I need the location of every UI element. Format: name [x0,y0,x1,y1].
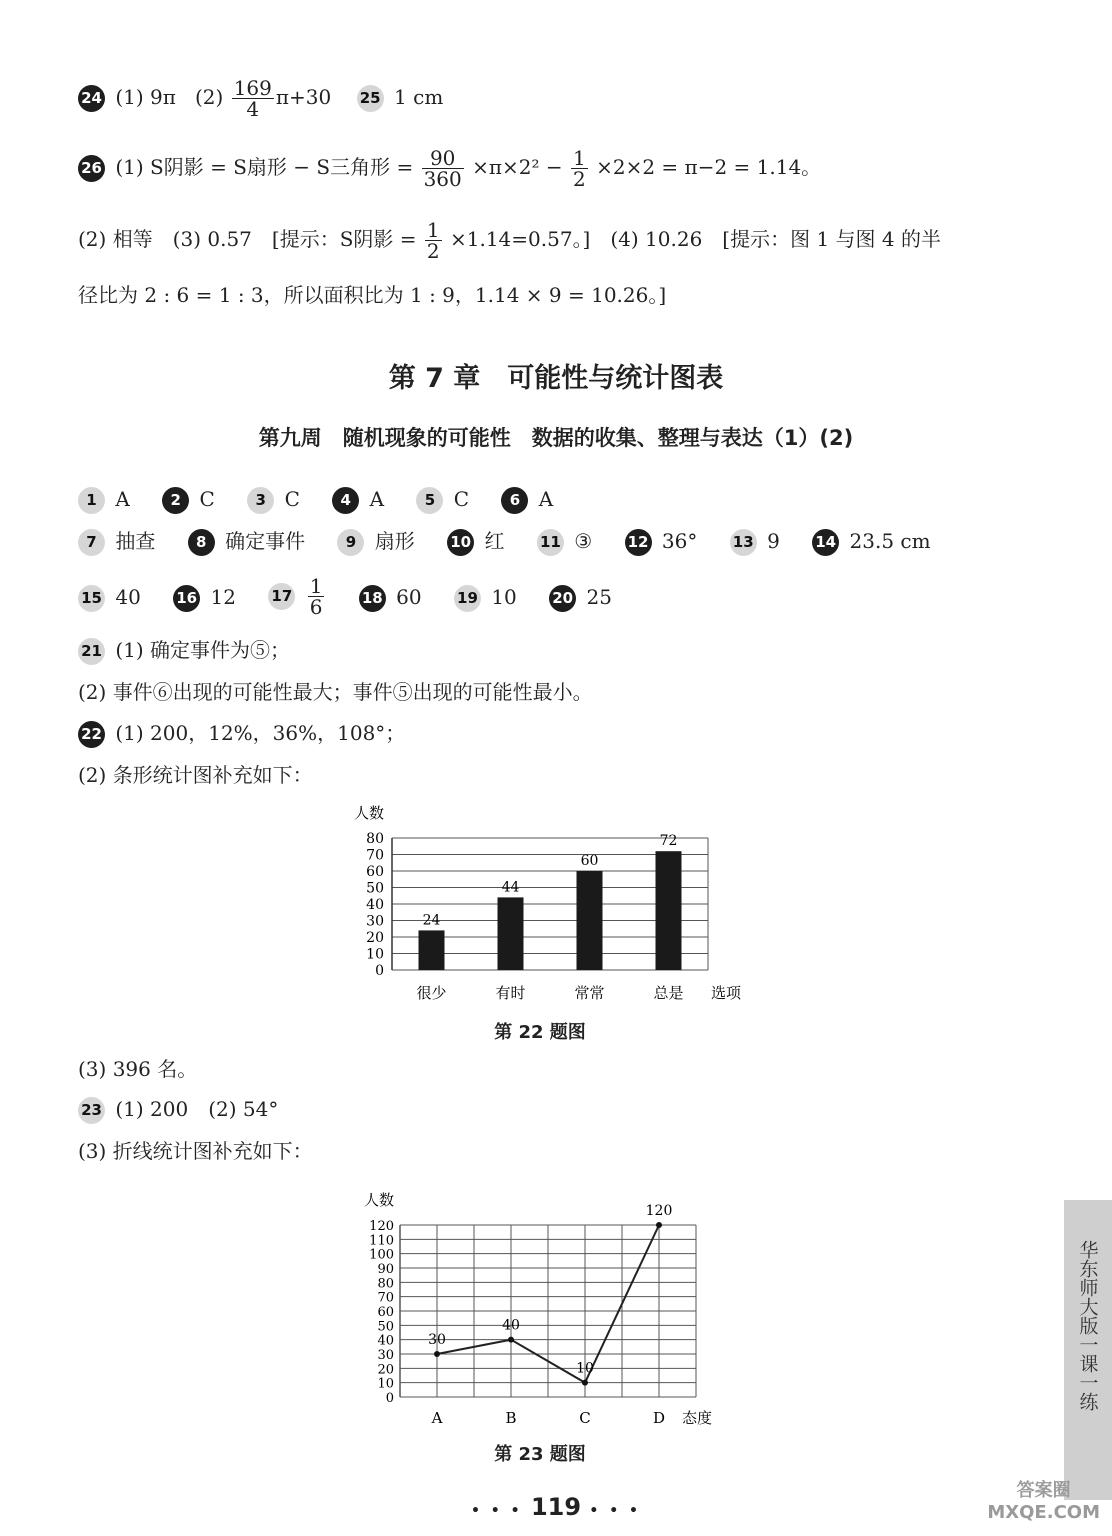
answer-item: 8 确定事件 [188,526,305,556]
answers-row-3 [78,576,638,617]
x-tick-label: B [505,1409,517,1427]
watermark-line-1: 答案圈 [1016,1480,1071,1501]
bar [498,897,524,970]
q22-text-1: (1) 200，12%，36%，108°； [115,721,406,745]
week-title: 第九周 随机现象的可能性 数据的收集、整理与表达（1）(2) [258,426,854,450]
q26-fraction-2: $\frac{1}{2}$ [573,146,586,191]
q26-badge: 26 [78,155,105,182]
q25-badge: 25 [357,85,384,112]
x-tick-label: D [652,1409,666,1427]
side-tab [1064,1200,1112,1500]
x-tick-label: 总是 [653,984,684,1002]
answer-item: 9 扇形 [337,526,414,556]
answer-item: 19 10 [454,582,517,612]
x-tick-label: 很少 [416,984,447,1002]
q24-part1: (1) 9π [115,85,176,109]
y-tick-label: 40 [366,897,384,913]
page-dots-left: • • • [470,1503,523,1519]
q23-badge: 23 [78,1097,105,1124]
bar-value-label: 72 [659,833,678,850]
answer-item: 17 $\frac{1}{6}$ [268,576,326,617]
x-tick-label: 常常 [574,984,605,1002]
bar-value-label: 60 [580,853,599,869]
y-tick-label: 70 [377,1290,394,1306]
q22-line-2: (2) 条形统计图补充如下： [78,763,313,787]
q26-line3-a: (2) 相等 (3) 0.57 [提示：S阴影 = [78,227,417,251]
bar-chart-caption: 第 22 题图 [494,1022,586,1043]
data-point [508,1337,514,1343]
y-tick-label: 10 [377,1376,394,1392]
answer-item: 16 12 [173,582,236,612]
side-tab-label: 华东师大版一课一练 [1076,1240,1099,1411]
line-chart-caption: 第 23 题图 [494,1444,586,1465]
answer-item: 10 红 [447,526,504,556]
data-point [434,1351,440,1357]
q21-text-1: (1) 确定事件为⑤； [115,638,291,662]
bar [577,871,603,970]
q22-line-3: (3) 396 名。 [78,1057,198,1081]
q23-line-2: (3) 折线统计图补充如下： [78,1139,313,1163]
point-value-label: 40 [502,1317,520,1334]
q26-prefix: (1) S阴影 = S扇形 − S三角形 = [115,155,414,179]
x-tick-label: A [431,1409,443,1427]
y-axis-title: 人数 [354,804,385,822]
y-tick-label: 70 [366,847,384,864]
y-tick-label: 10 [366,946,384,963]
q24-part2-prefix: (2) [195,85,224,109]
y-tick-label: 40 [377,1333,394,1349]
data-point [582,1380,588,1386]
bar-chart [340,800,760,1020]
y-tick-label: 30 [377,1348,394,1363]
answer-item: 20 25 [549,582,612,612]
x-tick-label: 有时 [495,984,526,1002]
bar [419,930,445,970]
q26-line-4: 径比为 2 : 6 = 1 : 3，所以面积比为 1 : 9，1.14 × 9 = 10.26。] [78,283,667,307]
q26-line-3 [78,220,941,261]
q23-line-1 [78,1094,278,1124]
q26-suffix: ×2×2 = π−2 = 1.14。 [596,155,822,179]
q21-line-1 [78,635,290,665]
y-tick-label: 90 [377,1262,394,1277]
y-tick-label: 0 [375,963,384,979]
page-number-value: 119 [530,1493,582,1521]
y-tick-label: 110 [369,1233,394,1249]
q24-line [78,78,443,119]
answer-item: 13 9 [730,526,780,556]
q26-line [78,148,821,189]
y-tick-label: 50 [366,880,384,897]
x-axis-title: 选项 [710,984,742,1002]
q24-fraction: $\frac{169}{4}$ [233,76,272,121]
y-tick-label: 30 [366,913,384,930]
answer-item: 7 抽查 [78,526,155,556]
answer-item: 15 40 [78,582,141,612]
bar-value-label: 44 [501,879,520,896]
page-dots-right: • • • [589,1503,641,1519]
y-tick-label: 100 [369,1247,394,1263]
q25-answer: 1 cm [394,85,444,109]
q24-badge: 24 [78,85,105,112]
answer-item: 3 C [247,484,300,514]
line-chart [330,1185,750,1430]
point-value-label: 10 [576,1360,594,1377]
answer-item: 11 ③ [537,526,592,556]
y-tick-label: 80 [366,831,384,847]
q26-line3-b: ×1.14=0.57。] (4) 10.26 [提示：图 1 与图 4 的半 [449,227,941,251]
answer-item: 4 A [332,484,384,514]
bar-value-label: 24 [422,912,441,929]
q24-part2-suffix: π+30 [275,85,332,109]
q26-mid: ×π×2² − [472,155,563,179]
y-tick-label: 50 [377,1319,394,1335]
answer-item: 1 A [78,484,130,514]
q26-line3-fraction: $\frac{1}{2}$ [426,218,440,263]
data-point [656,1222,662,1228]
x-axis-title: 态度 [681,1409,713,1427]
q21-badge: 21 [78,638,105,665]
point-value-label: 30 [428,1332,446,1348]
y-tick-label: 0 [385,1391,394,1406]
y-tick-label: 60 [366,864,384,880]
chapter-title: 第 7 章 可能性与统计图表 [388,363,724,394]
point-value-label: 120 [645,1203,673,1219]
y-tick-label: 20 [377,1362,394,1378]
answers-row-2 [78,524,957,556]
y-tick-label: 60 [377,1305,394,1320]
y-tick-label: 80 [377,1276,394,1292]
y-tick-label: 120 [369,1219,394,1234]
bar [656,851,682,970]
answer-item: 12 36° [625,526,698,556]
answer-item: 2 C [162,484,215,514]
y-axis-title: 人数 [364,1191,395,1209]
y-tick-label: 20 [366,930,384,946]
answers-row-1 [78,482,579,514]
answer-item: 6 A [501,484,553,514]
q22-badge: 22 [78,721,105,748]
answer-item: 14 23.5 cm [812,526,930,556]
x-tick-label: C [579,1409,591,1427]
q21-line-2: (2) 事件⑥出现的可能性最大；事件⑤出现的可能性最小。 [78,680,593,704]
q26-fraction-1: $\frac{90}{360}$ [423,146,462,191]
watermark-line-2: MXQE.COM [987,1502,1100,1523]
q23-text-1: (1) 200 (2) 54° [115,1097,279,1121]
answer-item: 18 60 [359,582,422,612]
watermark [987,1480,1100,1524]
q22-line-1 [78,718,405,748]
page-number [0,1493,1112,1521]
answer-item: 5 C [416,484,469,514]
